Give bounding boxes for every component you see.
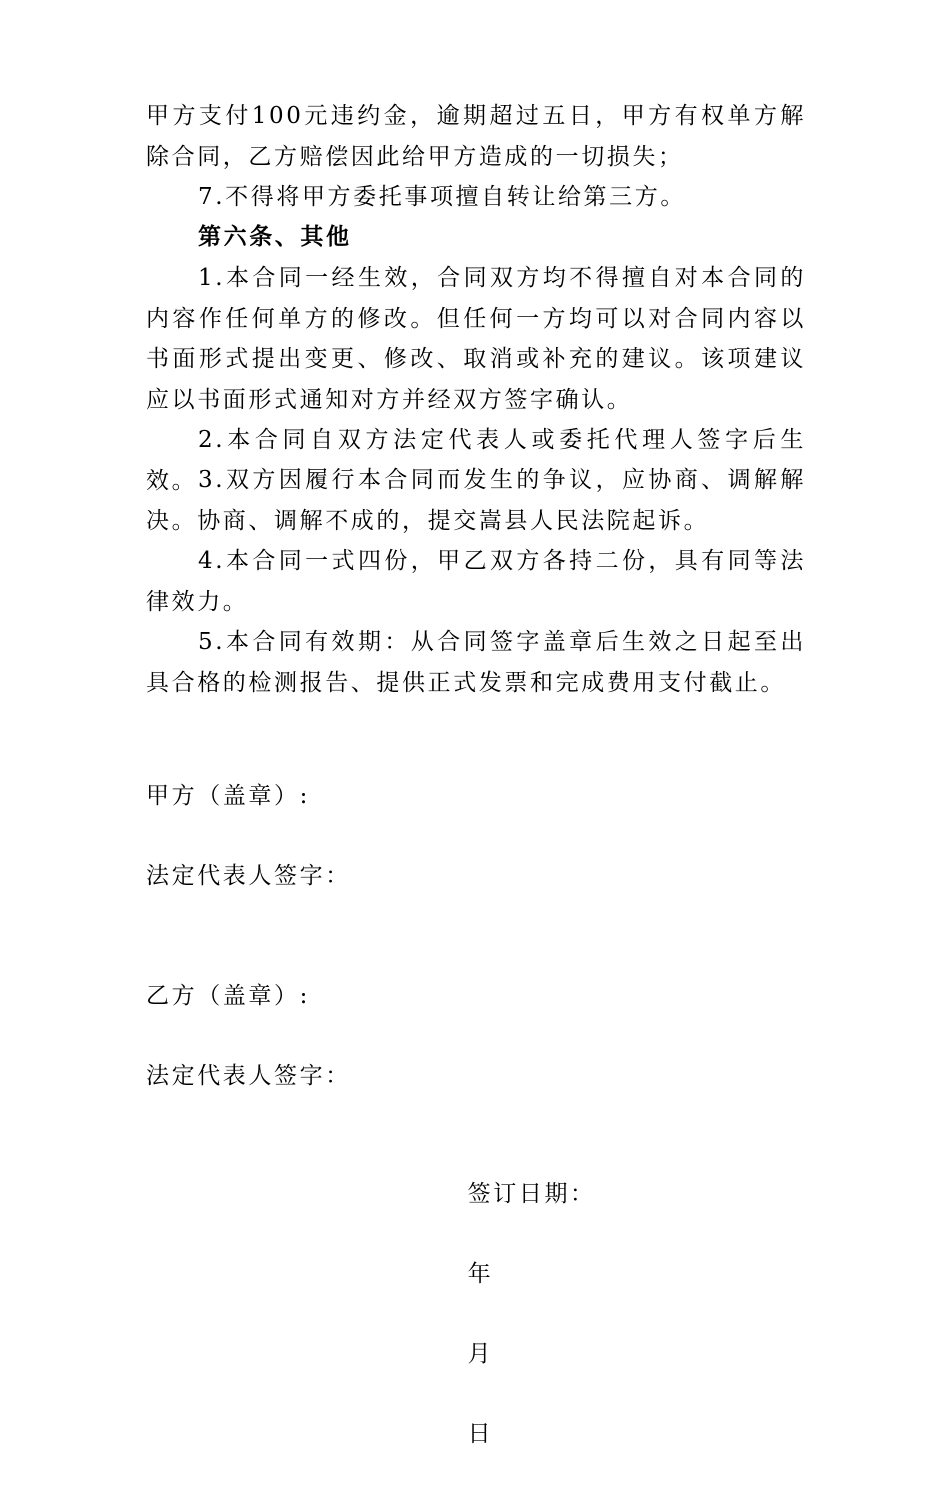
sign-date-day: 日 — [467, 1421, 494, 1447]
paragraph-penalty: 甲方支付100元违约金，逾期超过五日，甲方有权单方解除合同，乙方赔偿因此给甲方造成的一切损失； — [146, 103, 806, 170]
party-a-representative-label: 法定代表人签字： — [146, 863, 351, 889]
section-heading: 第六条、其他 — [198, 223, 352, 250]
party-b-representative-label: 法定代表人签字： — [146, 1063, 351, 1089]
sign-date-month: 月 — [467, 1341, 494, 1367]
clause-2: 2.本合同自双方法定代表人或委托代理人签字后生效。 — [146, 427, 806, 494]
paragraph-clause-7: 7.不得将甲方委托事项擅自转让给第三方。 — [198, 184, 686, 210]
sign-date-label: 签订日期： — [467, 1181, 596, 1207]
sign-date-line — [428, 1134, 596, 1494]
clause-1: 1.本合同一经生效，合同双方均不得擅自对本合同的内容作任何单方的修改。但任何一方均可以对合同内容以书面形式提出变更、修改、取消或补充的建议。该项建议应以书面形式通知对方并经双方签字确认。 — [146, 265, 806, 413]
sign-date-year: 年 — [467, 1261, 494, 1287]
clause-3: 3.双方因履行本合同而发生的争议，应协商、调解解决。协商、调解不成的，提交嵩县人民法院起诉。 — [146, 467, 806, 534]
party-a-seal-label: 甲方（盖章）: — [146, 783, 310, 809]
clause-4: 4.本合同一式四份，甲乙双方各持二份，具有同等法律效力。 — [146, 548, 806, 615]
clause-5: 5.本合同有效期：从合同签字盖章后生效之日起至出具合格的检测报告、提供正式发票和完成费用支付截止。 — [146, 629, 806, 696]
party-b-seal-label: 乙方（盖章）: — [146, 983, 310, 1009]
